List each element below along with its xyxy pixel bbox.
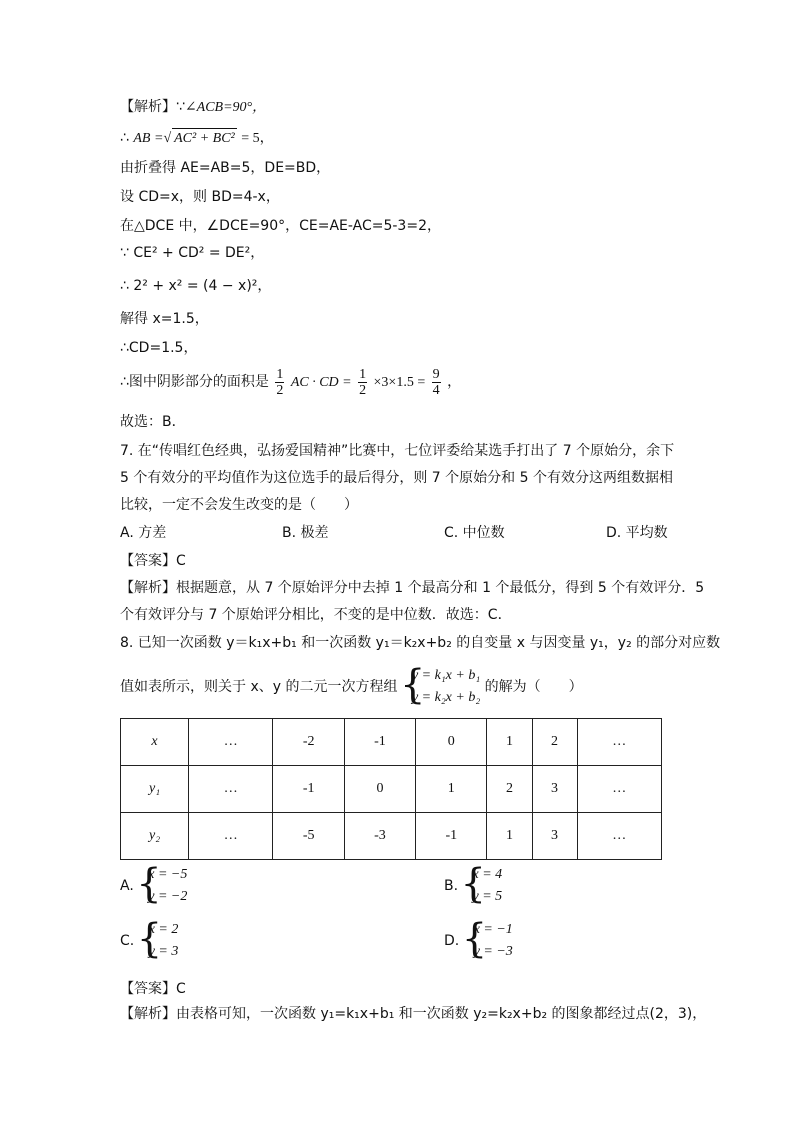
q8-answer: 【答案】C bbox=[120, 981, 186, 997]
table-cell: y₂ bbox=[121, 813, 189, 860]
table-cell: 0 bbox=[416, 719, 487, 766]
therefore-symbol: ∴ bbox=[120, 130, 129, 146]
fraction-nine-fourths: $\frac{9}{4}$ bbox=[432, 366, 440, 398]
table-cell: … bbox=[189, 813, 273, 860]
mult-expr: ×3×1.5 = bbox=[373, 375, 426, 390]
table-cell: -1 bbox=[273, 766, 344, 813]
option-eq1: { x = −5 bbox=[148, 867, 188, 882]
fraction-half-1: $\frac{1}{2}$ bbox=[276, 366, 284, 398]
option-eq1: { x = 2 bbox=[148, 922, 179, 937]
area-prefix: ∴图中阴影部分的面积是 bbox=[120, 374, 269, 390]
table-cell: 1 bbox=[487, 813, 532, 860]
fraction-half-2: $\frac{1}{2}$ bbox=[359, 366, 367, 398]
system-eq2: y = k₂x + b₂ bbox=[411, 690, 481, 705]
angle-text: ∠ACB=90°， bbox=[184, 100, 267, 115]
q7-option-d[interactable]: D. 平均数 bbox=[606, 525, 668, 541]
table-cell: -2 bbox=[273, 719, 344, 766]
table-cell: … bbox=[189, 766, 273, 813]
q8-stem-line1: 8. 已知一次函数 y＝k₁x+b₁ 和一次函数 y₁＝k₂x+b₂ 的自变量 x 与因变量 y₁，y₂ 的部分对应数 bbox=[120, 635, 721, 651]
table-row bbox=[121, 813, 662, 860]
sol6-line11: 故选：B． bbox=[120, 414, 186, 430]
sol6-line9: ∴CD=1.5， bbox=[120, 340, 198, 356]
q7-option-a[interactable]: A. 方差 bbox=[120, 525, 167, 541]
table-cell: -5 bbox=[273, 813, 344, 860]
option-system bbox=[464, 919, 513, 963]
q7-answer: 【答案】C bbox=[120, 553, 186, 569]
option-eq2: y = 3 bbox=[148, 944, 179, 959]
table-cell: -3 bbox=[344, 813, 415, 860]
option-system bbox=[138, 864, 187, 908]
table-cell: 0 bbox=[344, 766, 415, 813]
sol6-line6: ∵ CE² + CD² = DE²， bbox=[120, 245, 265, 261]
option-label: D. bbox=[444, 933, 460, 949]
sol6-line10 bbox=[120, 366, 461, 399]
q7-option-b[interactable]: B. 极差 bbox=[282, 525, 329, 541]
table-cell: 3 bbox=[532, 813, 577, 860]
q7-analysis-line1: 【解析】根据题意，从 7 个原始评分中去掉 1 个最高分和 1 个最低分，得到 5 个有效评分．5 bbox=[120, 580, 705, 596]
table-cell: x bbox=[121, 719, 189, 766]
ac-cd-expr: AC · CD = bbox=[290, 375, 352, 390]
q8-option-c[interactable] bbox=[120, 919, 178, 963]
sol6-line1 bbox=[120, 97, 266, 118]
sol6-line7: ∴ 2² + x² = (4 − x)²， bbox=[120, 278, 272, 294]
option-eq1: { x = 4 bbox=[472, 867, 503, 882]
q7-stem-line3: 比较，一定不会发生改变的是（ ） bbox=[120, 497, 358, 513]
comma: ， bbox=[447, 374, 462, 390]
q8-stem-line2 bbox=[120, 665, 583, 709]
option-label: A. bbox=[120, 878, 134, 894]
table-cell: … bbox=[577, 813, 661, 860]
table-cell: 1 bbox=[487, 719, 532, 766]
analysis-label: 【解析】 bbox=[120, 99, 176, 115]
q7-option-c[interactable]: C. 中位数 bbox=[444, 525, 505, 541]
table-cell: … bbox=[577, 719, 661, 766]
table-cell: 2 bbox=[487, 766, 532, 813]
sol6-line3: 由折叠得 AE=AB=5，DE=BD， bbox=[120, 160, 331, 176]
sol6-line5: 在△DCE 中，∠DCE=90°，CE=AE-AC=5-3=2， bbox=[120, 218, 441, 234]
table-cell: 2 bbox=[532, 719, 577, 766]
table-cell: … bbox=[189, 719, 273, 766]
system-eq1: { y = k₁x + b₁ bbox=[411, 668, 481, 683]
option-eq1: { x = −1 bbox=[473, 922, 513, 937]
ab-label: AB = bbox=[133, 131, 164, 146]
q8-option-d[interactable] bbox=[444, 919, 513, 963]
sol6-line4: 设 CD=x，则 BD=4-x， bbox=[120, 189, 280, 205]
option-label: B. bbox=[444, 878, 459, 894]
table-cell: 3 bbox=[532, 766, 577, 813]
sol6-line2: ∴ AB =√ AC² + BC² = 5， bbox=[120, 128, 274, 149]
option-system bbox=[463, 864, 503, 908]
q8-option-b[interactable] bbox=[444, 864, 502, 908]
table-row bbox=[121, 719, 662, 766]
q8-stem-suffix: 的解为（ ） bbox=[484, 679, 583, 695]
table-row bbox=[121, 766, 662, 813]
table-cell: -1 bbox=[416, 813, 487, 860]
ab-result: = 5， bbox=[241, 131, 274, 146]
option-eq2: y = −2 bbox=[148, 889, 188, 904]
option-eq2: y = 5 bbox=[472, 889, 503, 904]
q7-analysis-line2: 个有效评分与 7 个原始评分相比，不变的是中位数．故选：C． bbox=[120, 607, 512, 623]
table-cell: -1 bbox=[344, 719, 415, 766]
q8-value-table bbox=[120, 718, 662, 860]
option-system bbox=[139, 919, 179, 963]
q8-equation-system bbox=[402, 665, 480, 709]
q8-option-a[interactable] bbox=[120, 864, 187, 908]
q7-stem-line2: 5 个有效分的平均值作为这位选手的最后得分，则 7 个原始分和 5 个有效分这两组数据相 bbox=[120, 470, 673, 486]
sol6-line8: 解得 x=1.5， bbox=[120, 311, 209, 327]
q8-stem-prefix: 值如表所示，则关于 x、y 的二元一次方程组 bbox=[120, 679, 398, 695]
option-label: C. bbox=[120, 933, 135, 949]
sqrt-expr: AC² + BC² bbox=[172, 128, 237, 149]
q8-analysis: 【解析】由表格可知，一次函数 y₁=k₁x+b₁ 和一次函数 y₂=k₂x+b₂ 的图象都经过点(2，3)， bbox=[120, 1006, 707, 1022]
q7-stem-line1: 7. 在“传唱红色经典，弘扬爱国精神”比赛中，七位评委给某选手打出了 7 个原始分，余下 bbox=[120, 443, 675, 459]
option-eq2: y = −3 bbox=[473, 944, 513, 959]
table-cell: y₁ bbox=[121, 766, 189, 813]
table-cell: … bbox=[577, 766, 661, 813]
because-symbol: ∵ bbox=[176, 99, 185, 115]
table-cell: 1 bbox=[416, 766, 487, 813]
